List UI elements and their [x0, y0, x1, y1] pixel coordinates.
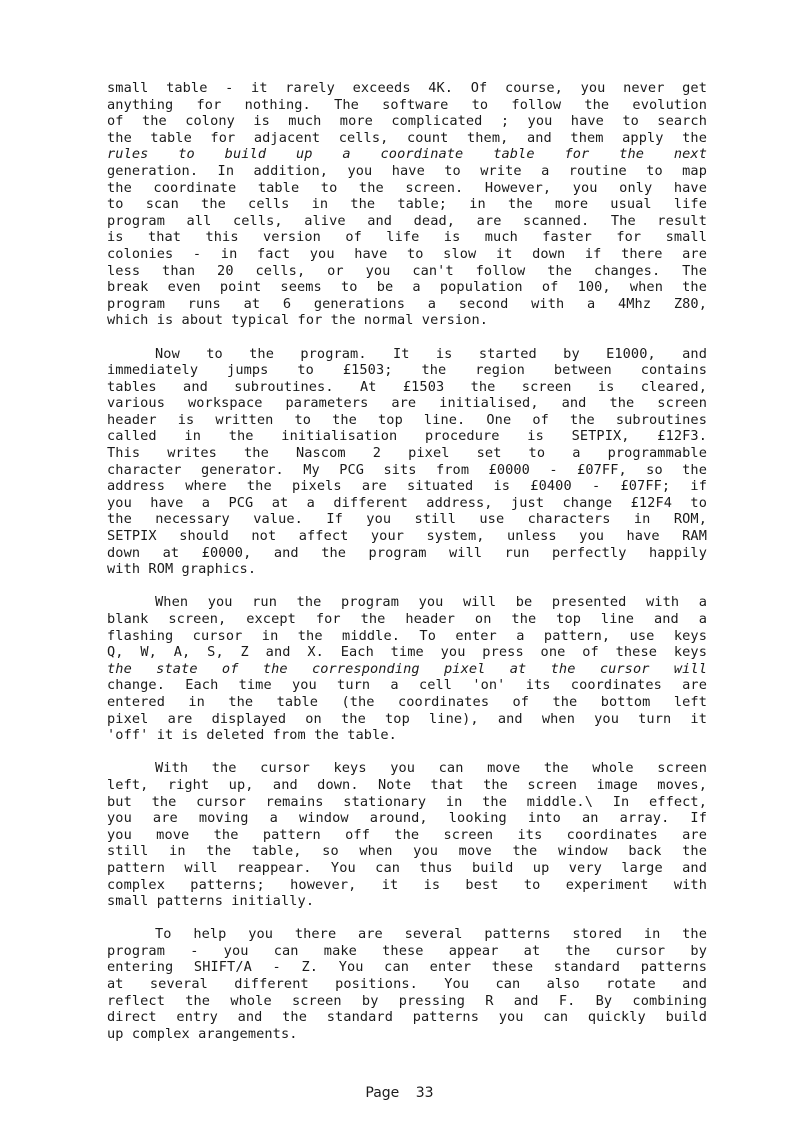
text-line: entering SHIFT/A - Z. You can enter these standard patterns — [107, 959, 707, 976]
text-line: you are moving a window around, looking into an array. If — [107, 810, 707, 827]
text-line: pixel are displayed on the top line), and when you turn it — [107, 710, 707, 727]
text-line: entered in the table (the coordinates of the bottom left — [107, 693, 707, 710]
text-line: you move the pattern off the screen its coordinates are — [107, 826, 707, 843]
text-line: of the colony is much more complicated ; you have to search — [107, 113, 707, 130]
text-line: still in the table, so when you move the window back the — [107, 843, 707, 860]
text-line: less than 20 cells, or you can't follow the changes. The — [107, 262, 707, 279]
text-line: anything for nothing. The software to follow the evolution — [107, 96, 707, 113]
text-line: blank screen, except for the header on the top line and a — [107, 611, 707, 627]
document-body — [107, 80, 707, 1059]
text-line: which is about typical for the normal version. — [107, 312, 489, 329]
text-line: immediately jumps to £1503; the region between contains — [107, 362, 707, 379]
text-line: This writes the Nascom 2 pixel set to a programmable — [107, 445, 707, 462]
text-line: character generator. My PCG sits from £0000 - £07FF, so the — [107, 461, 707, 478]
text-line: but the cursor remains stationary in the middle.\ In effect, — [107, 793, 707, 810]
text-line: left, right up, and down. Note that the screen image moves, — [107, 776, 707, 793]
paragraph-1 — [107, 80, 707, 329]
text-line: rules to build up a coordinate table for the next — [107, 146, 707, 163]
text-line: program runs at 6 generations a second with a 4Mhz Z80, — [107, 295, 707, 312]
text-line: reflect the whole screen by pressing R and F. By combining — [107, 992, 707, 1009]
paragraph-2 — [107, 346, 707, 578]
text-line: to scan the cells in the table; in the more usual life — [107, 196, 707, 213]
text-line: is that this version of life is much faster for small — [107, 229, 707, 246]
text-line: program all cells, alive and dead, are scanned. The result — [107, 212, 707, 229]
text-line: flashing cursor in the middle. To enter a pattern, use keys — [107, 627, 707, 644]
text-line: address where the pixels are situated is £0400 - £07FF; if — [107, 478, 707, 495]
text-line: With the cursor keys you can move the whole screen — [155, 760, 707, 777]
text-line: at several different positions. You can also rotate and — [107, 976, 707, 993]
text-line: SETPIX should not affect your system, unless you have RAM — [107, 528, 707, 545]
text-line: small table - it rarely exceeds 4K. Of course, you never get — [107, 80, 707, 96]
text-line: complex patterns; however, it is best to experiment with — [107, 876, 707, 893]
text-line: up complex arangements. — [107, 1025, 298, 1042]
text-line: small patterns initially. — [107, 893, 315, 910]
text-line: break even point seems to be a population of 100, when the — [107, 279, 707, 296]
text-line: pattern will reappear. You can thus build up very large and — [107, 859, 707, 876]
text-line: with ROM graphics. — [107, 561, 257, 578]
text-line: program - you can make these appear at the cursor by — [107, 942, 707, 959]
text-line: change. Each time you turn a cell 'on' its coordinates are — [107, 677, 707, 694]
text-line: called in the initialisation procedure is SETPIX, £12F3. — [107, 428, 707, 445]
text-line: the necessary value. If you still use characters in ROM, — [107, 511, 707, 528]
text-line: Now to the program. It is started by E1000, and — [155, 345, 707, 362]
text-line: you have a PCG at a different address, just change £12F4 to — [107, 494, 707, 511]
text-line: the table for adjacent cells, count them, and them apply the — [107, 129, 707, 146]
text-line: 'off' it is deleted from the table. — [107, 727, 397, 744]
text-line: various workspace parameters are initialised, and the screen — [107, 395, 707, 412]
text-line: When you run the program you will be presented with a — [155, 594, 707, 611]
text-line: colonies - in fact you have to slow it down if there are — [107, 245, 707, 262]
paragraph-4 — [107, 760, 707, 909]
text-line: tables and subroutines. At £1503 the screen is cleared, — [107, 378, 707, 395]
page-label: Page — [365, 1085, 400, 1101]
text-line: Q, W, A, S, Z and X. Each time you press one of these keys — [107, 644, 707, 661]
paragraph-5 — [107, 926, 707, 1042]
page-number: 33 — [415, 1085, 434, 1101]
text-line: generation. In addition, you have to write a routine to map — [107, 162, 707, 179]
text-line: the coordinate table to the screen. However, you only have — [107, 179, 707, 196]
text-line: down at £0000, and the program will run perfectly happily — [107, 544, 707, 561]
text-line: To help you there are several patterns stored in the — [155, 926, 707, 943]
paragraph-3 — [107, 594, 707, 743]
text-line: the state of the corresponding pixel at the cursor will — [107, 660, 707, 677]
text-line: header is written to the top line. One of the subroutines — [107, 411, 707, 428]
page-footer — [0, 1085, 799, 1101]
text-line: direct entry and the standard patterns you can quickly build — [107, 1009, 707, 1026]
